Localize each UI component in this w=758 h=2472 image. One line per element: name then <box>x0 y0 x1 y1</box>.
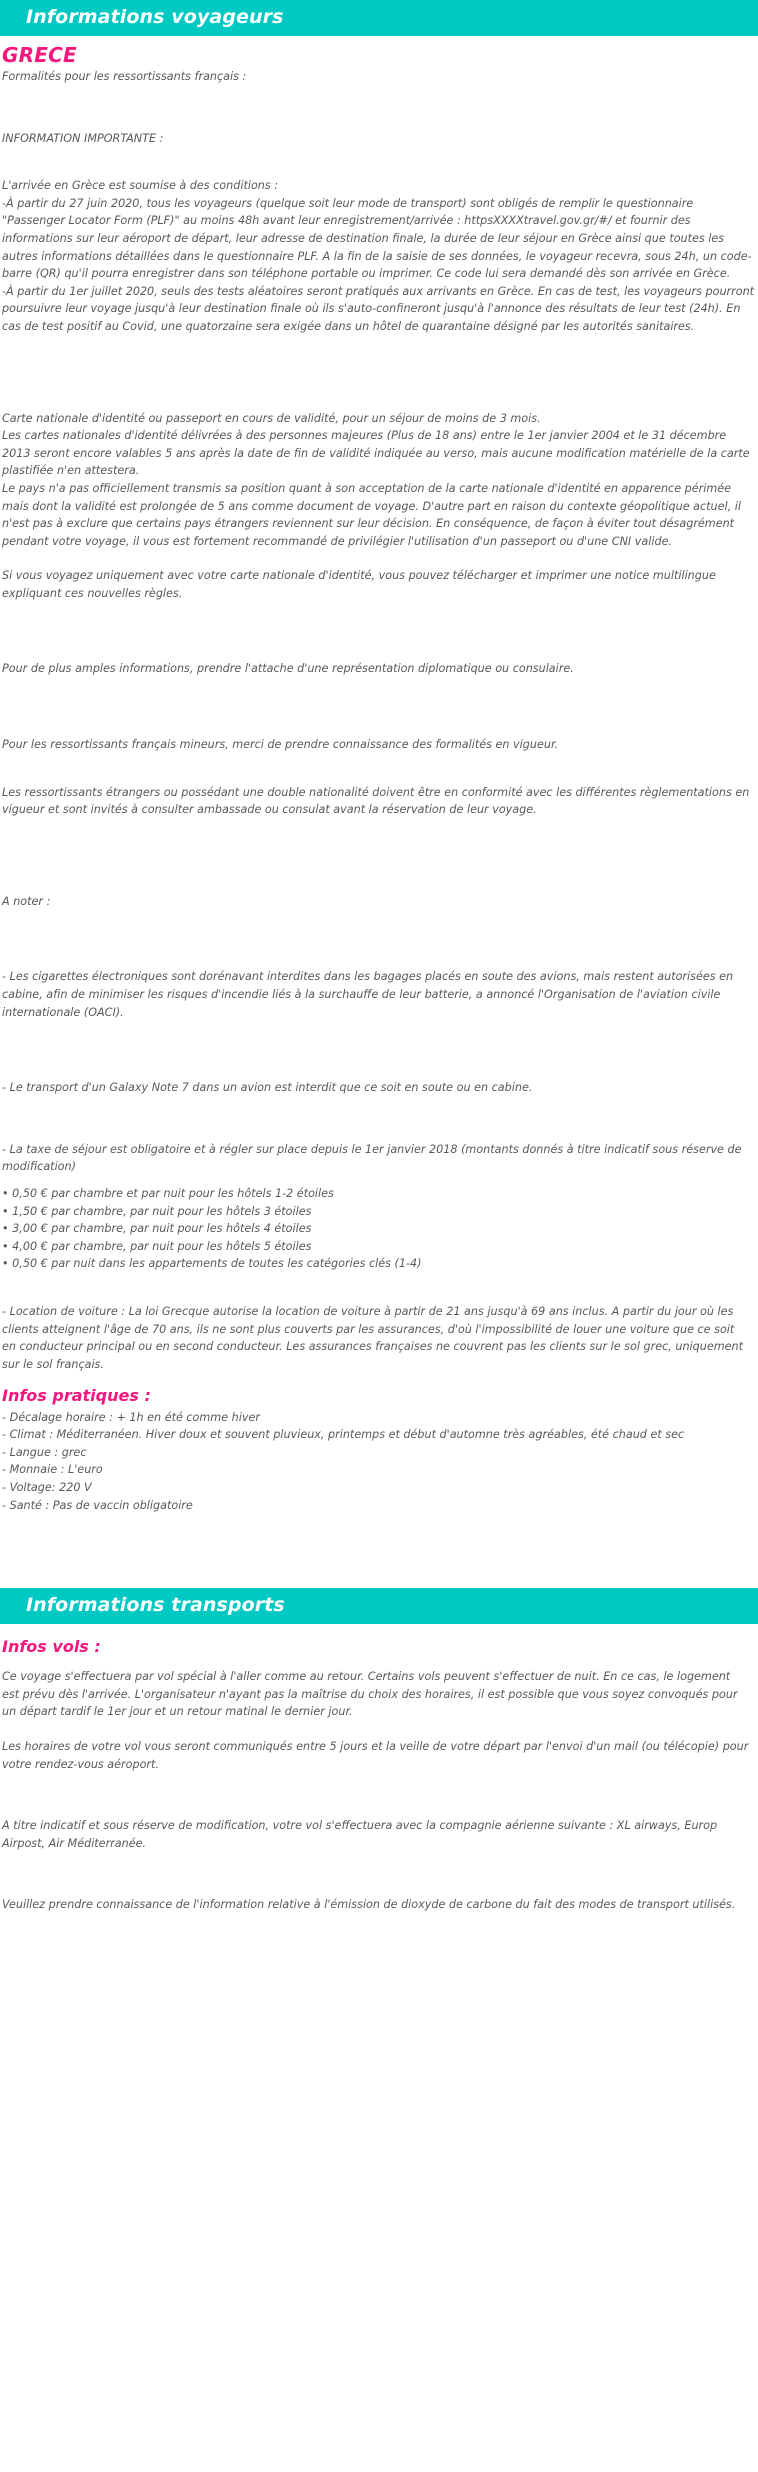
random-tests-paragraph: -À partir du 1er juillet 2020, seuls des tests aléatoires seront pratiqués aux arrivants en Grèce. En cas de test, les voyageurs pourront poursuivre leur voyage jusqu'à leur destination finale où ils s'auto-confineront jusqu'à l'annonce des résultats de leur test (24h). En cas de test positif au Covid, une quatorzaine sera exigée dans un hôtel de quarantaine désigné par les autorités sanitaires. <box>2 284 755 333</box>
spacer <box>0 1659 758 1668</box>
co2-emission-paragraph: Veuillez prendre connaissance de l'information relative à l'émission de dioxyde de carbone du fait des modes de transport utilisés. <box>2 1898 736 1912</box>
list-item: • 0,50 € par nuit dans les appartements de toutes les catégories clés (1-4) <box>2 1257 422 1271</box>
spacer <box>0 147 758 177</box>
consulate-paragraph: Pour de plus amples informations, prendre l'attache d'une représentation diplomatique ou consulaire. <box>2 662 574 676</box>
list-item: • 0,50 € par chambre et par nuit pour les hôtels 1-2 étoiles <box>2 1187 334 1200</box>
spacer <box>0 1097 758 1141</box>
multilingual-notice-paragraph: Si vous voyagez uniquement avec votre carte nationale d'identité, vous pouvez télécharger et imprimer une notice multilingue expliquant ces nouvelles règles. <box>2 569 716 600</box>
important-information-label: INFORMATION IMPORTANTE : <box>2 131 164 145</box>
spacer <box>0 550 758 567</box>
plf-paragraph: -À partir du 27 juin 2020, tous les voyageurs (quelque soit leur mode de transport) sont obligés de remplir le questionnaire "Passenger Locator Form (PLF)" au moins 48h avant leur enregistrement/arrivée : httpsXXXXtravel.gov.gr/#/ et fournir des informations sur leur aéroport de départ, leur adresse de destination finale, la durée de leur séjour en Grèce ainsi que toutes les autres informations détaillées dans le questionnaire PLF. A la fin de la saisie de ses données, le voyageur recevra, sous 24h, un code-barre (QR) qu'il pourra enregistrer dans son téléphone portable ou imprimer. Ce code lui sera demandé dès son arrivée en Grèce. <box>2 196 752 281</box>
list-item: - Voltage: 220 V <box>2 1480 92 1494</box>
spacer <box>0 336 758 410</box>
spacer <box>0 602 758 660</box>
spacer <box>0 1021 758 1079</box>
identity-document-line: Carte nationale d'identité ou passeport en cours de validité, pour un séjour de moins de 3 mois. <box>2 411 541 425</box>
note-label: A noter : <box>2 894 51 908</box>
list-item: - Décalage horaire : + 1h en été comme hiver <box>2 1410 260 1424</box>
list-item: - Climat : Méditerranéen. Hiver doux et souvent pluvieux, printemps et début d'automne très agréables, été chaud et sec <box>2 1428 685 1442</box>
spacer <box>0 1176 758 1185</box>
flight-schedule-paragraph: Les horaires de votre vol vous seront communiqués entre 5 jours et la veille de votre départ par l'envoi d'un mail (ou télécopie) pour votre rendez-vous aéroport. <box>2 1740 749 1771</box>
flight-info-paragraph: Ce voyage s'effectuera par vol spécial à l'aller comme au retour. Certains vols peuvent s'effectuer de nuit. En ce cas, le logement est prévu dès l'arrivée. L'organisateur n'ayant pas la maîtrise du choix des horaires, il est possible que vous soyez convoqués pour un départ tardif le 1er jour et un retour matinal le dernier jour. <box>2 1670 738 1719</box>
spacer <box>0 1914 758 1931</box>
car-rental-paragraph: - Location de voiture : La loi Grecque autorise la location de voiture à partir de 21 ans jusqu'à 69 ans inclus. A partir du jour où les clients atteignent l'âge de 70 ans, ils ne sont plus couverts par les assurances, d'où l'impossibilité de louer une voiture que ce soit en conducteur principal ou en second conducteur. Les assurances françaises ne couvrent pas les clients sur le sol grec, uniquement sur le sol français. <box>2 1304 743 1371</box>
formalities-intro: Formalités pour les ressortissants français : <box>2 70 247 83</box>
flight-info-heading: Infos vols : <box>2 1637 101 1657</box>
spacer <box>0 910 758 968</box>
country-title: GRECE <box>2 43 77 67</box>
tourist-tax-paragraph: - La taxe de séjour est obligatoire et à régler sur place depuis le 1er janvier 2018 (montants donnés à titre indicatif sous réserve de modification) <box>2 1142 742 1174</box>
practical-info-list <box>0 1409 758 1515</box>
arrival-conditions-intro: L'arrivée en Grèce est soumise à des conditions : <box>2 179 279 193</box>
tourist-tax-bullet-list <box>0 1185 758 1273</box>
list-item: • 1,50 € par chambre, par nuit pour les hôtels 3 étoiles <box>2 1204 312 1218</box>
list-item: - Langue : grec <box>2 1445 87 1459</box>
spacer <box>0 754 758 784</box>
spacer <box>0 1773 758 1817</box>
section-banner-travelers: Informations voyageurs <box>0 0 758 36</box>
spacer <box>0 1273 758 1303</box>
spacer <box>0 1852 758 1896</box>
spacer <box>0 1721 758 1738</box>
spacer <box>0 1373 758 1382</box>
list-item: • 3,00 € par chambre, par nuit pour les hôtels 4 étoiles <box>2 1222 312 1236</box>
airlines-paragraph: A titre indicatif et sous réserve de modification, votre vol s'effectuera avec la compagnie aérienne suivante : XL airways, Europ Airpost, Air Méditerranée. <box>2 1819 718 1850</box>
section-banner-transports: Informations transports <box>0 1588 758 1624</box>
spacer <box>0 678 758 736</box>
spacer <box>0 86 758 130</box>
foreign-nationals-paragraph: Les ressortissants étrangers ou possédant une double nationalité doivent être en conformité avec les différentes règlementations en vigueur et sont invités à consulter ambassade ou consulat avant la réservation de leur voyage. <box>2 785 750 817</box>
list-item: • 4,00 € par chambre, par nuit pour les hôtels 5 étoiles <box>2 1239 312 1253</box>
practical-info-heading: Infos pratiques : <box>2 1386 151 1406</box>
list-item: - Monnaie : L'euro <box>2 1463 103 1477</box>
identity-card-validity-paragraph: Les cartes nationales d'identité délivrées à des personnes majeures (Plus de 18 ans) entre le 1er janvier 2004 et le 31 décembre 2013 seront encore valables 5 ans après la date de fin de validité indiquée au verso, mais aucune modification matérielle de la carte plastifiée n'en attestera. <box>2 429 750 478</box>
spacer <box>0 819 758 893</box>
minors-paragraph: Pour les ressortissants français mineurs, merci de prendre connaissance des formalités en vigueur. <box>2 738 559 752</box>
electronic-cigarettes-paragraph: - Les cigarettes électroniques sont dorénavant interdites dans les bagages placés en soute des avions, mais restent autorisées en cabine, afin de minimiser les risques d'incendie liés à la surchauffe de leur batterie, a annoncé l'Organisation de l'aviation civile internationale (OACI). <box>2 970 734 1019</box>
spacer <box>0 1624 758 1633</box>
cni-acceptance-paragraph: Le pays n'a pas officiellement transmis sa position quant à son acceptation de la carte nationale d'identité en apparence périmée mais dont la validité est prolongée de 5 ans comme document de voyage. D'autre part en raison du contexte géopolitique actuel, il n'est pas à exclure que certains pays étrangers reviennent sur leur décision. En conséquence, de façon à éviter tout désagrément pendant votre voyage, il vous est fortement recommandé de privilégier l'utilisation d'un passeport ou d'une CNI valide. <box>2 481 741 548</box>
list-item: - Santé : Pas de vaccin obligatoire <box>2 1498 193 1512</box>
galaxy-note-paragraph: - Le transport d'un Galaxy Note 7 dans un avion est interdit que ce soit en soute ou en cabine. <box>2 1081 533 1095</box>
spacer <box>0 1514 758 1588</box>
